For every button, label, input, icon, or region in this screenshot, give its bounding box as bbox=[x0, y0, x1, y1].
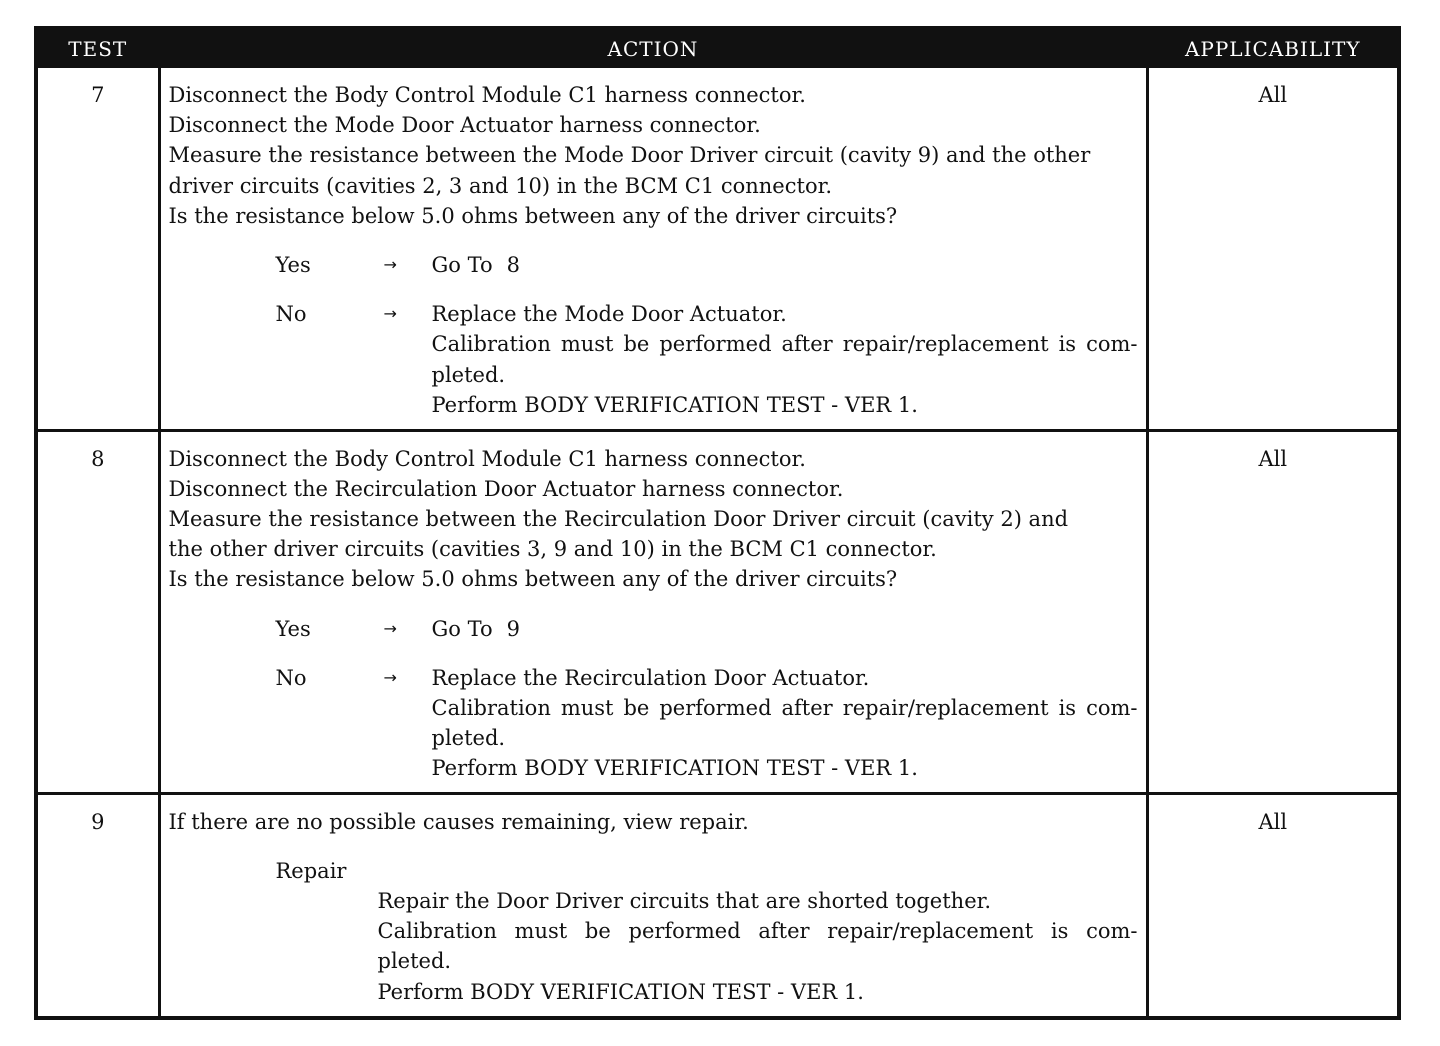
instruction-line: pleted. bbox=[431, 726, 506, 751]
no-instructions bbox=[432, 299, 1138, 420]
test-number: 8 bbox=[38, 430, 159, 793]
action-line: the other driver circuits (cavities 3, 9 and 10) in the BCM C1 connector. bbox=[168, 537, 937, 562]
applicability-value: All bbox=[1147, 793, 1397, 1020]
no-result bbox=[169, 299, 1138, 420]
table-row-test-8 bbox=[38, 430, 1397, 793]
instruction-line: Calibration must be performed after repair/replacement is com- bbox=[431, 695, 1138, 720]
diagnostic-test-table bbox=[38, 30, 1397, 1020]
applicability-value: All bbox=[1147, 68, 1397, 430]
action-cell bbox=[159, 430, 1147, 793]
goto-number: 8 bbox=[506, 253, 520, 278]
repair-result bbox=[169, 856, 1138, 1007]
action-cell bbox=[159, 68, 1147, 430]
test-number: 7 bbox=[91, 83, 105, 107]
no-instructions bbox=[432, 663, 1138, 784]
yes-result bbox=[169, 250, 1138, 280]
instruction-line: Repair the Door Driver circuits that are shorted together. bbox=[377, 888, 992, 913]
action-line: driver circuits (cavities 2, 3 and 10) in the BCM C1 connector. bbox=[168, 173, 832, 198]
action-line: Measure the resistance between the Mode Door Driver circuit (cavity 9) and the other bbox=[168, 143, 1091, 168]
no-label: No bbox=[275, 302, 307, 327]
action-line: Is the resistance below 5.0 ohms between any of the driver circuits? bbox=[168, 203, 898, 228]
instruction-line: Replace the Mode Door Actuator. bbox=[431, 302, 787, 327]
action-line: Disconnect the Recirculation Door Actuator harness connector. bbox=[168, 476, 844, 501]
instruction-line: pleted. bbox=[377, 949, 452, 974]
instruction-line: Perform BODY VERIFICATION TEST - VER 1. bbox=[377, 979, 864, 1004]
action-line: Is the resistance below 5.0 ohms between any of the driver circuits? bbox=[168, 567, 898, 592]
instruction-line: Perform BODY VERIFICATION TEST - VER 1. bbox=[431, 392, 918, 417]
repair-instructions bbox=[169, 886, 1138, 1007]
action-line: If there are no possible causes remaining, view repair. bbox=[168, 809, 749, 834]
table-header-row bbox=[38, 30, 1397, 68]
test-number: 9 bbox=[38, 793, 159, 1020]
yes-label: Yes bbox=[275, 253, 311, 278]
table-row-test-9 bbox=[38, 793, 1397, 1020]
action-line: Disconnect the Mode Door Actuator harness connector. bbox=[168, 113, 761, 138]
instruction-line: Replace the Recirculation Door Actuator. bbox=[431, 665, 870, 690]
goto-instruction bbox=[432, 250, 1138, 280]
repair-label: Repair bbox=[275, 858, 347, 883]
instruction-line: pleted. bbox=[431, 362, 506, 387]
goto-text: Go To bbox=[431, 253, 493, 278]
right-arrow-icon: → bbox=[383, 255, 397, 275]
header-action: ACTION bbox=[159, 30, 1147, 68]
header-test: TEST bbox=[38, 30, 159, 68]
header-applicability: APPLICABILITY bbox=[1147, 30, 1397, 68]
instruction-line: Perform BODY VERIFICATION TEST - VER 1. bbox=[431, 756, 918, 781]
no-result bbox=[169, 663, 1138, 784]
right-arrow-icon: → bbox=[383, 667, 397, 687]
diagnostic-test-table-frame bbox=[34, 26, 1401, 1020]
instruction-line: Calibration must be performed after repair/replacement is com- bbox=[431, 332, 1138, 357]
action-line: Disconnect the Body Control Module C1 harness connector. bbox=[168, 83, 806, 107]
goto-text: Go To bbox=[431, 616, 493, 641]
yes-result bbox=[169, 614, 1138, 644]
action-line: Measure the resistance between the Recirculation Door Driver circuit (cavity 2) and bbox=[168, 506, 1069, 531]
yes-label: Yes bbox=[275, 616, 311, 641]
no-label: No bbox=[275, 665, 307, 690]
applicability-value: All bbox=[1147, 430, 1397, 793]
table-row-test-7 bbox=[38, 68, 1397, 430]
action-cell bbox=[159, 793, 1147, 1020]
action-line: Disconnect the Body Control Module C1 harness connector. bbox=[168, 446, 806, 471]
right-arrow-icon: → bbox=[383, 304, 397, 324]
right-arrow-icon: → bbox=[383, 618, 397, 638]
goto-number: 9 bbox=[506, 616, 520, 641]
goto-instruction bbox=[432, 614, 1138, 644]
instruction-line: Calibration must be performed after repair/replacement is com- bbox=[377, 919, 1138, 944]
